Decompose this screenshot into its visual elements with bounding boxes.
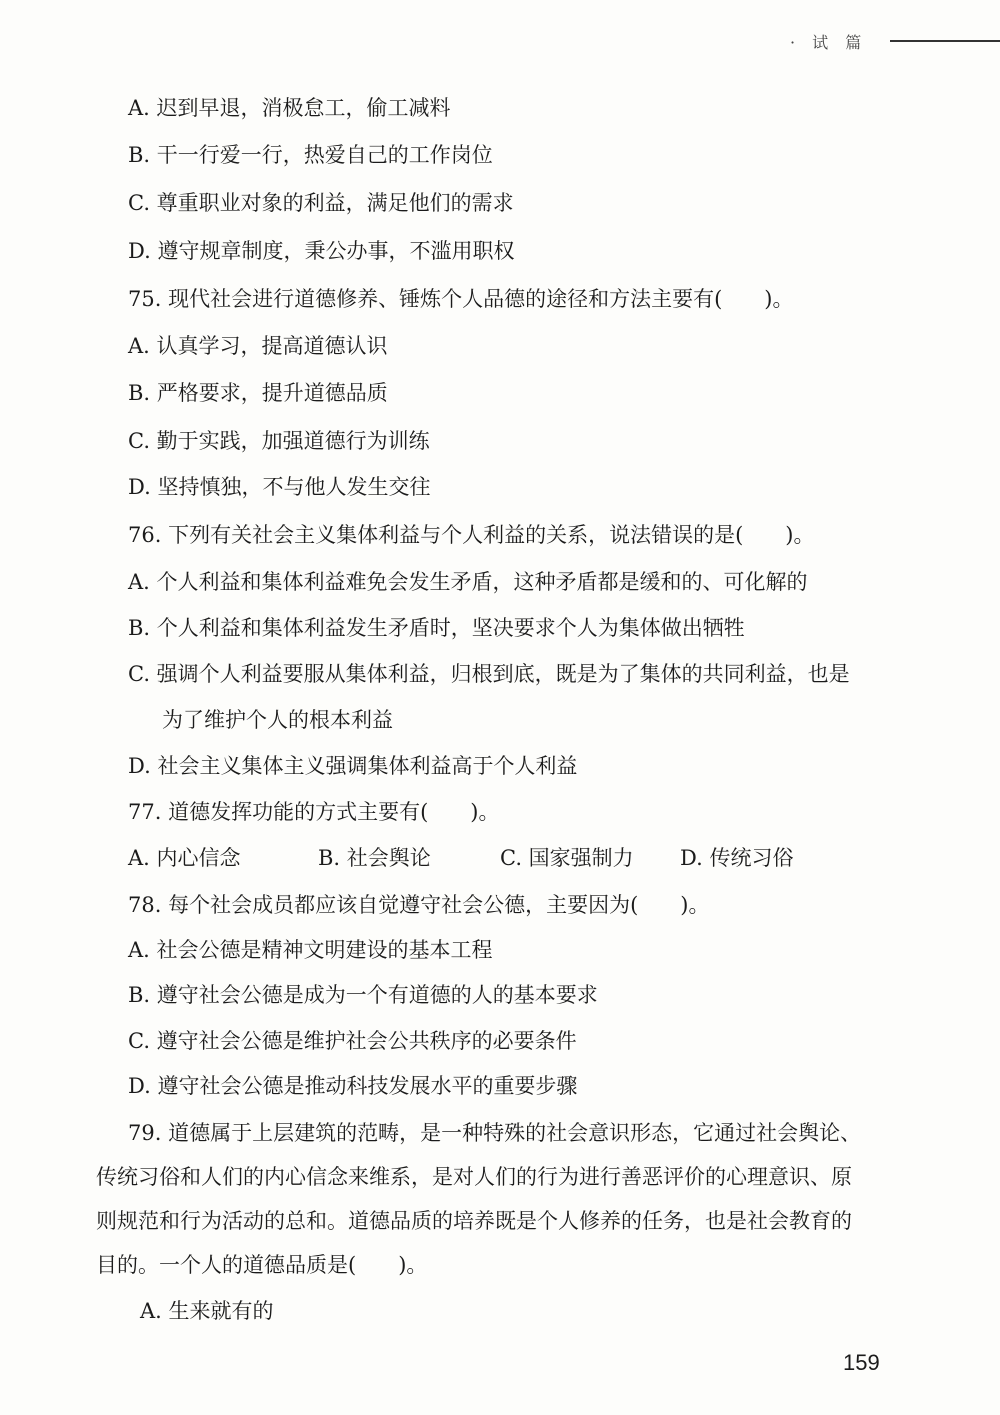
paragraph-line: 则规范和行为活动的总和。道德品质的培养既是个人修养的任务，也是社会教育的 <box>96 1209 852 1233</box>
option-line: D. 遵守社会公德是推动科技发展水平的重要步骤 <box>128 1074 578 1098</box>
option-line: D. 坚持慎独，不与他人发生交往 <box>128 475 431 499</box>
paragraph-line: 传统习俗和人们的内心信念来维系，是对人们的行为进行善恶评价的心理意识、原 <box>96 1165 852 1189</box>
option-line: A. 生来就有的 <box>140 1299 274 1323</box>
option-line: D. 遵守规章制度，秉公办事，不滥用职权 <box>128 239 515 263</box>
option-line: B. 干一行爱一行，热爱自己的工作岗位 <box>128 143 493 167</box>
option-line: A. 认真学习，提高道德认识 <box>128 334 388 358</box>
paragraph-line: 目的。一个人的道德品质是( )。 <box>96 1253 428 1277</box>
option-line-continuation: 为了维护个人的根本利益 <box>162 708 393 732</box>
question-75: 75. 现代社会进行道德修养、锤炼个人品德的途径和方法主要有( )。 <box>128 287 794 311</box>
option-line: B. 严格要求，提升道德品质 <box>128 381 388 405</box>
option-line: D. 社会主义集体主义强调集体利益高于个人利益 <box>128 754 578 778</box>
option-line: B. 遵守社会公德是成为一个有道德的人的基本要求 <box>128 983 598 1007</box>
header-rule <box>890 40 1000 42</box>
option-line: A. 个人利益和集体利益难免会发生矛盾，这种矛盾都是缓和的、可化解的 <box>128 570 808 594</box>
q77-option-a: A. 内心信念 <box>128 846 241 870</box>
option-line: C. 遵守社会公德是维护社会公共秩序的必要条件 <box>128 1029 577 1053</box>
q77-option-d: D. 传统习俗 <box>680 846 794 870</box>
option-line: A. 迟到早退，消极怠工，偷工减料 <box>128 96 451 120</box>
option-line: C. 强调个人利益要服从集体利益，归根到底，既是为了集体的共同利益，也是 <box>128 662 850 686</box>
question-79: 79. 道德属于上层建筑的范畴，是一种特殊的社会意识形态，它通过社会舆论、 <box>128 1121 862 1145</box>
q77-options-row <box>128 843 848 873</box>
question-78: 78. 每个社会成员都应该自觉遵守社会公德，主要因为( )。 <box>128 893 710 917</box>
q77-option-b: B. 社会舆论 <box>318 846 431 870</box>
option-line: B. 个人利益和集体利益发生矛盾时，坚决要求个人为集体做出牺牲 <box>128 616 745 640</box>
question-76: 76. 下列有关社会主义集体利益与个人利益的关系，说法错误的是( )。 <box>128 523 815 547</box>
option-line: A. 社会公德是精神文明建设的基本工程 <box>128 938 493 962</box>
q77-option-c: C. 国家强制力 <box>500 846 634 870</box>
option-line: C. 尊重职业对象的利益，满足他们的需求 <box>128 191 514 215</box>
page-number: 159 <box>843 1350 880 1375</box>
question-77: 77. 道德发挥功能的方式主要有( )。 <box>128 800 500 824</box>
option-line: C. 勤于实践，加强道德行为训练 <box>128 429 430 453</box>
page-header-marks: · 试 篇 <box>790 33 868 52</box>
